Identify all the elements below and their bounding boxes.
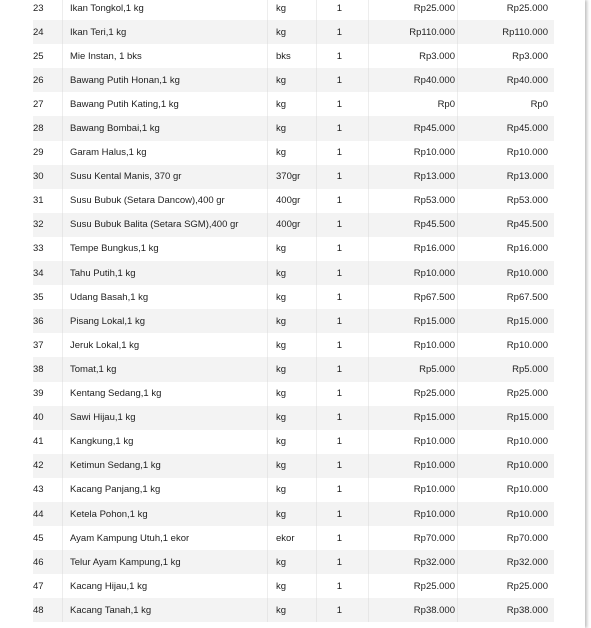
row-number: 48: [33, 604, 44, 616]
item-price: Rp25.000: [368, 574, 457, 598]
item-quantity: 1: [316, 285, 368, 309]
item-name: Ikan Tongkol,1 kg: [62, 0, 267, 20]
item-total: Rp5.000: [457, 357, 554, 381]
row-number: 42: [33, 460, 44, 472]
item-quantity: 1: [316, 92, 368, 116]
item-total: Rp10.000: [457, 430, 554, 454]
item-name: Mie Instan, 1 bks: [62, 44, 267, 68]
item-name: Ketimun Sedang,1 kg: [62, 454, 267, 478]
item-name: Jeruk Lokal,1 kg: [62, 333, 267, 357]
item-unit: kg: [267, 574, 316, 598]
item-total: Rp10.000: [457, 261, 554, 285]
table-row: [33, 0, 554, 20]
item-quantity: 1: [316, 165, 368, 189]
item-quantity: 1: [316, 550, 368, 574]
item-total: Rp45.500: [457, 213, 554, 237]
item-price: Rp38.000: [368, 598, 457, 622]
table-row: [33, 285, 554, 309]
table-row: [33, 189, 554, 213]
item-total: Rp3.000: [457, 44, 554, 68]
item-unit: kg: [267, 141, 316, 165]
item-quantity: 1: [316, 478, 368, 502]
row-number: 29: [33, 147, 44, 159]
item-total: Rp45.000: [457, 116, 554, 140]
item-name: Telur Ayam Kampung,1 kg: [62, 550, 267, 574]
item-price: Rp10.000: [368, 261, 457, 285]
item-total: Rp0: [457, 92, 554, 116]
item-total: Rp15.000: [457, 406, 554, 430]
item-unit: kg: [267, 0, 316, 20]
item-total: Rp40.000: [457, 68, 554, 92]
item-price: Rp10.000: [368, 454, 457, 478]
item-price: Rp10.000: [368, 333, 457, 357]
table-row: [33, 141, 554, 165]
row-number: 36: [33, 315, 44, 327]
item-quantity: 1: [316, 574, 368, 598]
item-price: Rp15.000: [368, 406, 457, 430]
item-quantity: 1: [316, 141, 368, 165]
item-name: Garam Halus,1 kg: [62, 141, 267, 165]
row-number: 27: [33, 98, 44, 110]
row-number: 26: [33, 74, 44, 86]
row-number: 37: [33, 339, 44, 351]
row-number: 43: [33, 484, 44, 496]
item-name: Kacang Tanah,1 kg: [62, 598, 267, 622]
item-unit: kg: [267, 261, 316, 285]
table-row: [33, 478, 554, 502]
item-unit: kg: [267, 357, 316, 381]
item-quantity: 1: [316, 309, 368, 333]
item-unit: kg: [267, 20, 316, 44]
item-total: Rp67.500: [457, 285, 554, 309]
row-number: 23: [33, 2, 44, 14]
item-price: Rp45.500: [368, 213, 457, 237]
row-number: 32: [33, 219, 44, 231]
row-number: 46: [33, 556, 44, 568]
item-total: Rp25.000: [457, 382, 554, 406]
item-total: Rp110.000: [457, 20, 554, 44]
item-price: Rp10.000: [368, 478, 457, 502]
row-number: 34: [33, 267, 44, 279]
item-price: Rp67.500: [368, 285, 457, 309]
item-price: Rp25.000: [368, 382, 457, 406]
table-row: [33, 165, 554, 189]
table-row: [33, 574, 554, 598]
item-unit: kg: [267, 454, 316, 478]
item-name: Ikan Teri,1 kg: [62, 20, 267, 44]
item-unit: kg: [267, 92, 316, 116]
item-name: Susu Bubuk (Setara Dancow),400 gr: [62, 189, 267, 213]
item-name: Udang Basah,1 kg: [62, 285, 267, 309]
row-number: 33: [33, 243, 44, 255]
table-row: [33, 213, 554, 237]
row-number: 41: [33, 436, 44, 448]
table-row: [33, 502, 554, 526]
item-unit: kg: [267, 382, 316, 406]
row-number: 45: [33, 532, 44, 544]
item-name: Susu Bubuk Balita (Setara SGM),400 gr: [62, 213, 267, 237]
item-name: Ayam Kampung Utuh,1 ekor: [62, 526, 267, 550]
item-quantity: 1: [316, 0, 368, 20]
item-unit: kg: [267, 116, 316, 140]
item-name: Bawang Putih Honan,1 kg: [62, 68, 267, 92]
table-row: [33, 357, 554, 381]
table-row: [33, 116, 554, 140]
item-quantity: 1: [316, 261, 368, 285]
item-total: Rp38.000: [457, 598, 554, 622]
item-unit: kg: [267, 406, 316, 430]
item-unit: kg: [267, 309, 316, 333]
row-number: 44: [33, 508, 44, 520]
item-unit: kg: [267, 237, 316, 261]
item-name: Tempe Bungkus,1 kg: [62, 237, 267, 261]
row-number: 38: [33, 363, 44, 375]
item-unit: kg: [267, 333, 316, 357]
item-quantity: 1: [316, 44, 368, 68]
item-unit: kg: [267, 285, 316, 309]
item-name: Sawi Hijau,1 kg: [62, 406, 267, 430]
table-row: [33, 454, 554, 478]
table-row: [33, 382, 554, 406]
item-unit: kg: [267, 502, 316, 526]
item-quantity: 1: [316, 406, 368, 430]
item-total: Rp25.000: [457, 574, 554, 598]
item-price: Rp10.000: [368, 141, 457, 165]
item-unit: ekor: [267, 526, 316, 550]
row-number: 28: [33, 123, 44, 135]
table-row: [33, 261, 554, 285]
item-quantity: 1: [316, 189, 368, 213]
item-unit: kg: [267, 68, 316, 92]
item-price: Rp5.000: [368, 357, 457, 381]
item-total: Rp32.000: [457, 550, 554, 574]
item-quantity: 1: [316, 333, 368, 357]
item-name: Tomat,1 kg: [62, 357, 267, 381]
item-quantity: 1: [316, 502, 368, 526]
item-quantity: 1: [316, 357, 368, 381]
item-quantity: 1: [316, 382, 368, 406]
item-total: Rp10.000: [457, 141, 554, 165]
item-total: Rp53.000: [457, 189, 554, 213]
table-row: [33, 406, 554, 430]
row-number: 35: [33, 291, 44, 303]
item-unit: 400gr: [267, 189, 316, 213]
table-row: [33, 598, 554, 622]
item-total: Rp16.000: [457, 237, 554, 261]
table-row: [33, 92, 554, 116]
item-price: Rp15.000: [368, 309, 457, 333]
price-table: [33, 0, 554, 622]
row-number: 39: [33, 388, 44, 400]
item-total: Rp70.000: [457, 526, 554, 550]
item-total: Rp25.000: [457, 0, 554, 20]
item-price: Rp10.000: [368, 430, 457, 454]
item-price: Rp10.000: [368, 502, 457, 526]
item-total: Rp10.000: [457, 333, 554, 357]
row-number: 31: [33, 195, 44, 207]
item-price: Rp45.000: [368, 116, 457, 140]
item-name: Kentang Sedang,1 kg: [62, 382, 267, 406]
item-price: Rp40.000: [368, 68, 457, 92]
item-quantity: 1: [316, 20, 368, 44]
row-number: 40: [33, 412, 44, 424]
item-price: Rp16.000: [368, 237, 457, 261]
table-row: [33, 44, 554, 68]
table-row: [33, 430, 554, 454]
item-quantity: 1: [316, 116, 368, 140]
item-name: Tahu Putih,1 kg: [62, 261, 267, 285]
item-name: Bawang Bombai,1 kg: [62, 116, 267, 140]
item-unit: 370gr: [267, 165, 316, 189]
item-name: Ketela Pohon,1 kg: [62, 502, 267, 526]
table-row: [33, 68, 554, 92]
item-quantity: 1: [316, 68, 368, 92]
item-unit: kg: [267, 550, 316, 574]
item-price: Rp0: [368, 92, 457, 116]
item-name: Bawang Putih Kating,1 kg: [62, 92, 267, 116]
item-total: Rp10.000: [457, 478, 554, 502]
item-name: Susu Kental Manis, 370 gr: [62, 165, 267, 189]
item-quantity: 1: [316, 213, 368, 237]
item-unit: 400gr: [267, 213, 316, 237]
row-number: 25: [33, 50, 44, 62]
item-unit: kg: [267, 598, 316, 622]
table-row: [33, 526, 554, 550]
item-unit: kg: [267, 430, 316, 454]
item-name: Kacang Panjang,1 kg: [62, 478, 267, 502]
item-name: Kangkung,1 kg: [62, 430, 267, 454]
item-total: Rp13.000: [457, 165, 554, 189]
item-name: Pisang Lokal,1 kg: [62, 309, 267, 333]
item-quantity: 1: [316, 430, 368, 454]
item-name: Kacang Hijau,1 kg: [62, 574, 267, 598]
row-number: 47: [33, 580, 44, 592]
row-number: 30: [33, 171, 44, 183]
item-price: Rp13.000: [368, 165, 457, 189]
table-row: [33, 20, 554, 44]
row-number: 24: [33, 26, 44, 38]
item-quantity: 1: [316, 454, 368, 478]
item-price: Rp3.000: [368, 44, 457, 68]
item-price: Rp25.000: [368, 0, 457, 20]
item-quantity: 1: [316, 237, 368, 261]
item-total: Rp10.000: [457, 502, 554, 526]
table-row: [33, 333, 554, 357]
table-row: [33, 237, 554, 261]
item-unit: kg: [267, 478, 316, 502]
item-total: Rp15.000: [457, 309, 554, 333]
table-row: [33, 550, 554, 574]
table-row: [33, 309, 554, 333]
item-price: Rp32.000: [368, 550, 457, 574]
item-price: Rp53.000: [368, 189, 457, 213]
item-quantity: 1: [316, 526, 368, 550]
item-price: Rp110.000: [368, 20, 457, 44]
item-unit: bks: [267, 44, 316, 68]
item-price: Rp70.000: [368, 526, 457, 550]
item-quantity: 1: [316, 598, 368, 622]
item-total: Rp10.000: [457, 454, 554, 478]
